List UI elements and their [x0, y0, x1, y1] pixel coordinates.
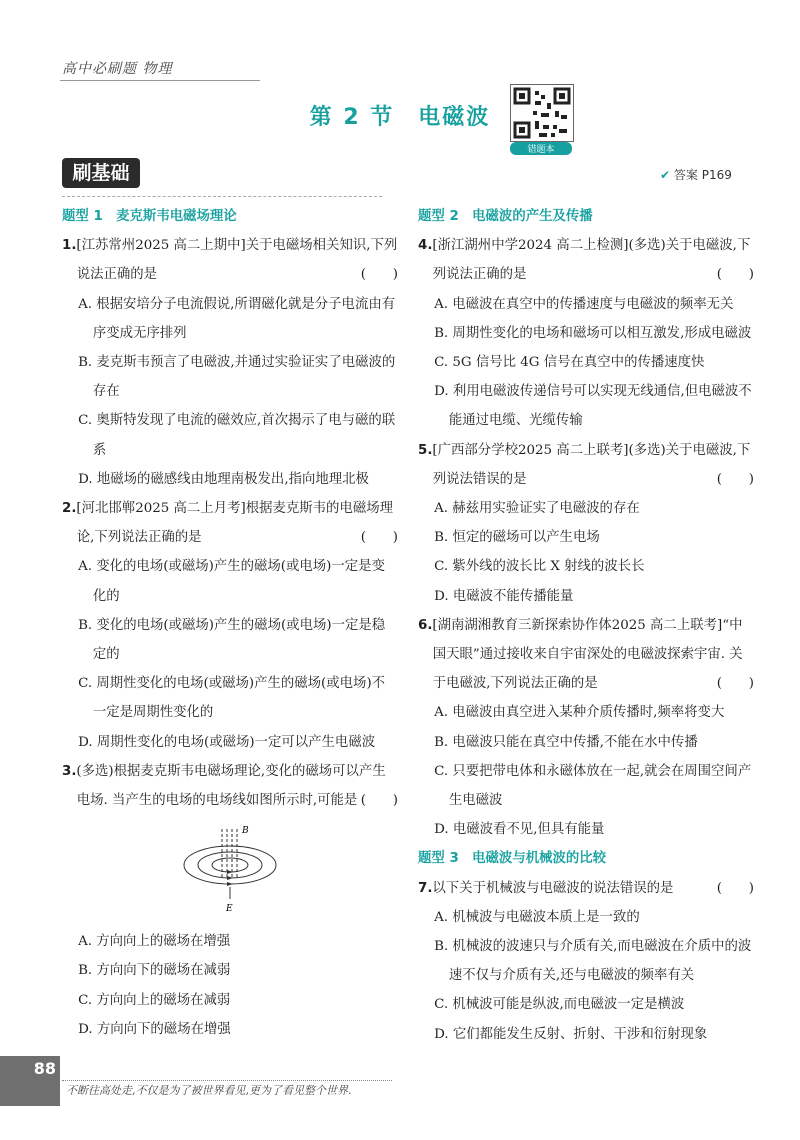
question-stem: 以下关于机械波与电磁波的说法错误的是	[432, 880, 674, 896]
section-heading-3: 题型 3 电磁波与机械波的比较	[418, 851, 607, 867]
option-a: A. 电磁波由真空进入某种介质传播时,频率将变大	[434, 705, 725, 721]
option-a: A. 机械波与电磁波本质上是一致的	[434, 909, 640, 925]
option-a: A. 根据安培分子电流假说,所谓磁化就是分子电流由有序变成无序排列	[78, 296, 396, 341]
option-b: B. 机械波的波速只与介质有关,而电磁波在介质中的波速不仅与介质有关,还与电磁波的频率有关	[434, 939, 752, 984]
option-c: C. 只要把带电体和永磁体放在一起,就会在周围空间产生电磁波	[434, 763, 752, 809]
question-2	[62, 494, 398, 757]
answer-blank: ( )	[716, 676, 754, 692]
question-number: 2.	[62, 501, 77, 517]
level-tag: 刷基础	[62, 158, 140, 188]
option-b: B. 方向向下的磁场在减弱	[78, 963, 231, 979]
right-column	[418, 202, 754, 1049]
question-stem: [广西部分学校2025 高二上联考](多选)关于电磁波,下列说法错误的是	[432, 442, 751, 487]
answer-blank: ( )	[716, 880, 754, 896]
label-b: B	[242, 826, 249, 837]
question-1	[62, 231, 398, 494]
answer-blank: ( )	[716, 267, 754, 283]
qr-code-icon[interactable]	[510, 84, 574, 142]
question-number: 6.	[418, 617, 433, 633]
question-stem: [浙江湖州中学2024 高二上检测](多选)关于电磁波,下列说法正确的是	[432, 238, 751, 283]
option-b: B. 恒定的磁场可以产生电场	[434, 530, 600, 546]
page-number: 88	[0, 1056, 60, 1106]
question-5	[418, 436, 754, 611]
answer-blank: ( )	[716, 471, 754, 487]
option-b: B. 变化的电场(或磁场)产生的磁场(或电场)一定是稳定的	[78, 617, 386, 663]
option-b: B. 麦克斯韦预言了电磁波,并通过实验证实了电磁波的存在	[78, 355, 396, 400]
section-heading-1: 题型 1 麦克斯韦电磁场理论	[62, 209, 237, 224]
option-c: C. 机械波可能是纵波,而电磁波一定是横波	[434, 997, 685, 1013]
option-d: D. 电磁波不能传播能量	[434, 588, 574, 604]
section-heading-2: 题型 2 电磁波的产生及传播	[418, 209, 593, 224]
answer-blank: ( )	[360, 530, 398, 546]
question-number: 4.	[418, 238, 433, 254]
field-lines-figure	[170, 821, 290, 917]
answer-blank: ( )	[360, 793, 398, 809]
option-c: C. 5G 信号比 4G 信号在真空中的传播速度快	[434, 355, 705, 371]
option-a: A. 方向向上的磁场在增强	[78, 934, 231, 950]
answer-blank: ( )	[360, 267, 398, 283]
option-c: C. 紫外线的波长比 X 射线的波长长	[434, 559, 645, 575]
option-c: C. 奥斯特发现了电流的磁效应,首次揭示了电与磁的联系	[78, 413, 396, 458]
question-7	[418, 874, 754, 1049]
option-a: A. 变化的电场(或磁场)产生的磁场(或电场)一定是变化的	[78, 559, 385, 604]
question-stem: [江苏常州2025 高二上期中]关于电磁场相关知识,下列说法正确的是	[76, 238, 398, 283]
question-stem: (多选)根据麦克斯韦电磁场理论,变化的磁场可以产生电场. 当产生的电场的电场线如图所示时,可能是	[76, 763, 386, 809]
footer-motto: 不断往高处走,不仅是为了被世界看见,更为了看见整个世界.	[66, 1084, 352, 1097]
option-c: C. 周期性变化的电场(或磁场)产生的磁场(或电场)不一定是周期性变化的	[78, 676, 386, 721]
question-number: 3.	[62, 763, 77, 779]
question-3	[62, 757, 398, 1044]
option-d: D. 地磁场的磁感线由地理南极发出,指向地理北极	[78, 471, 369, 487]
option-c: C. 方向向上的磁场在减弱	[78, 992, 231, 1008]
left-column	[62, 202, 398, 1044]
question-number: 5.	[418, 442, 433, 458]
question-stem: [河北邯郸2025 高二上月考]根据麦克斯韦的电磁场理论,下列说法正确的是	[76, 501, 394, 546]
check-icon: ✔	[660, 168, 671, 182]
question-number: 7.	[418, 880, 433, 896]
question-6	[418, 611, 754, 845]
option-d: D. 电磁波看不见,但具有能量	[434, 822, 605, 838]
option-a: A. 电磁波在真空中的传播速度与电磁波的频率无关	[434, 296, 734, 312]
question-4	[418, 231, 754, 435]
option-b: B. 电磁波只能在真空中传播,不能在水中传播	[434, 734, 698, 750]
option-a: A. 赫兹用实验证实了电磁波的存在	[434, 501, 640, 517]
header-divider	[60, 80, 260, 81]
field-diagram	[62, 821, 398, 917]
answer-page: 答案 P169	[673, 168, 732, 182]
tag-divider	[62, 196, 382, 198]
question-number: 1.	[62, 238, 77, 254]
option-d: D. 方向向下的磁场在增强	[78, 1021, 231, 1037]
label-e: E	[226, 904, 233, 915]
option-b: B. 周期性变化的电场和磁场可以相互激发,形成电磁波	[434, 325, 752, 341]
section-title: 第 2 节 电磁波	[309, 105, 491, 130]
question-stem: [湖南湖湘教育三新探索协作体2025 高二上联考]“中国天眼”通过接收来自宇宙深处的电磁波探索宇宙. 关于电磁波,下列说法正确的是	[432, 617, 743, 692]
qr-caption: 错题本	[510, 142, 572, 155]
answer-reference	[660, 166, 732, 183]
book-header: 高中必刷题 物理	[62, 61, 173, 77]
option-d: D. 利用电磁波传递信号可以实现无线通信,但电磁波不能通过电缆、光缆传输	[434, 384, 752, 429]
option-d: D. 它们都能发生反射、折射、干涉和衍射现象	[434, 1026, 708, 1042]
option-d: D. 周期性变化的电场(或磁场)一定可以产生电磁波	[78, 734, 376, 750]
